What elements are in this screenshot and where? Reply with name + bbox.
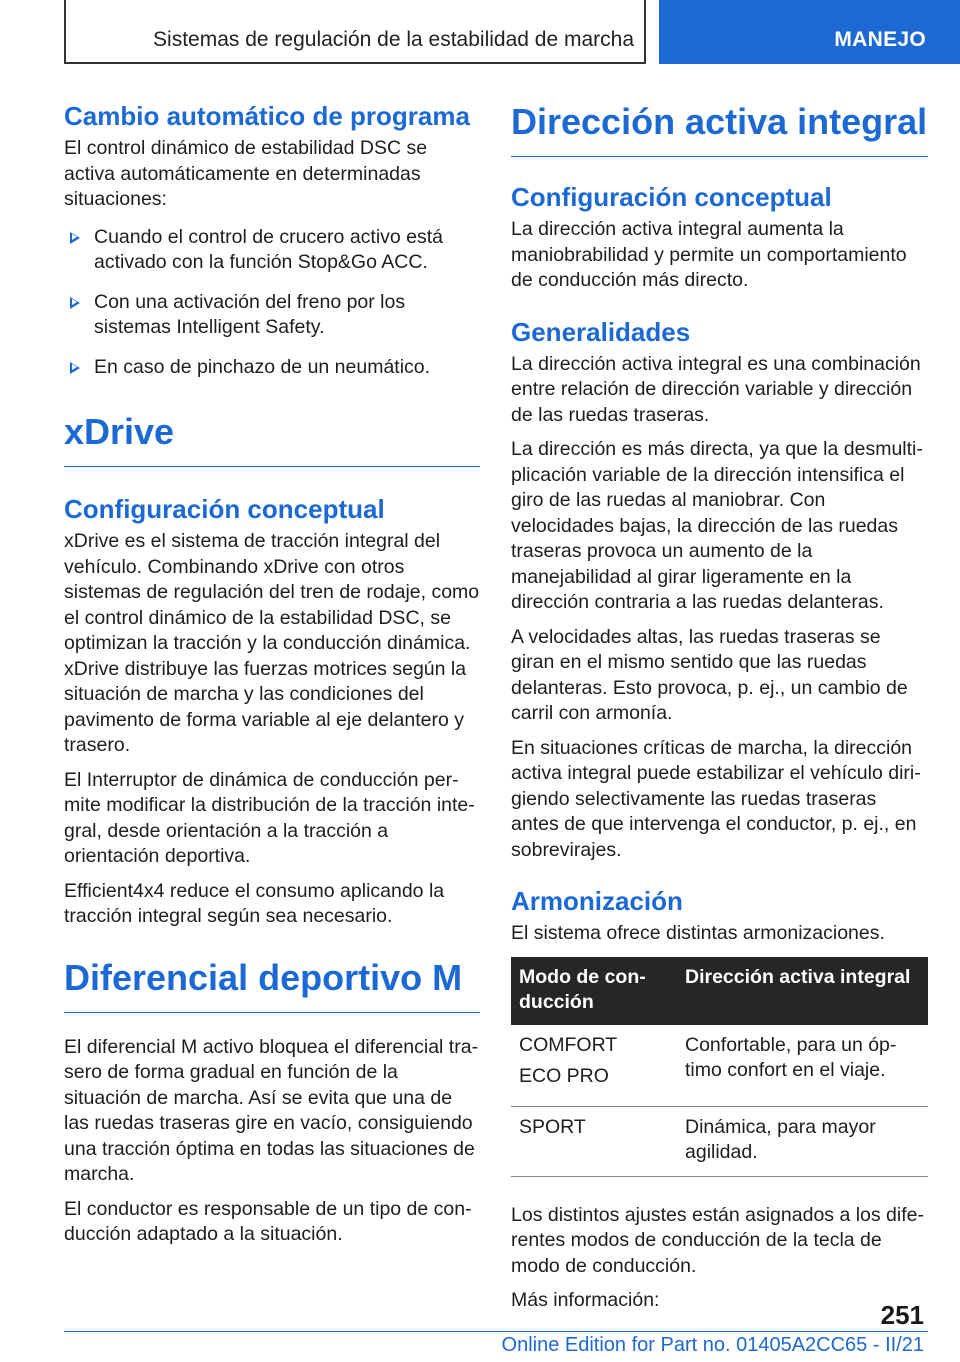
diferencial-paragraph: El diferencial M activo bloquea el diferencial trasero de forma gradual en función de la situación de marcha. Así se evita que una de las ruedas traseras gire en vacío, consiguiendo una tracción óptima en todas las situaciones de marcha. [64,1035,479,1185]
list-item: Cuando el control de crucero activo está activado con la función Stop&Go ACC. [64,225,480,276]
table-row [511,1106,928,1176]
xdrive-paragraph: El Interruptor de dinámica de conducción permite modificar la distribución de la tracción integral, desde orientación a la tracción a orientación deportiva. [64,768,475,867]
table-row [511,1025,928,1107]
table-header-direccion: Dirección activa integral [677,957,928,1025]
generalidades-paragraph: La dirección activa integral es una combinación entre relación de dirección variable y dirección de las ruedas traseras. [511,352,921,426]
heading-direccion-activa: Dirección activa integral [511,100,928,157]
mas-informacion: Más información: [511,1289,660,1311]
table-header-row [511,957,928,1025]
generalidades-paragraph: La dirección es más directa, ya que la desmultiplicación variable de la dirección intensifica el giro de las ruedas al maniobrar. Con velocidades bajas, la dirección de las ruedas traseras provoca un aumento de la manejabilidad al girar ligeramente en la dirección contraria a las ruedas delanteras. [511,438,923,613]
footer-edition: Online Edition for Part no. 01405A2CC65 - II/21 [501,1334,924,1356]
footer-divider [64,1331,928,1332]
config-paragraph: La dirección activa integral aumenta la maniobrabilidad y permite un comportamiento de conducción más directo. [511,218,907,291]
armonizacion-table [511,957,928,1177]
right-column [511,100,928,1323]
table-cell-desc: Confortable, para un óptimo confort en el viaje. [677,1025,928,1107]
table-cell-mode: SPORT [511,1106,677,1176]
heading-armonizacion: Armonización [511,886,683,916]
cambio-intro: El control dinámico de estabilidad DSC se activa automáticamente en determinadas situaciones: [64,137,428,210]
header-section-tab [659,0,960,64]
list-item: En caso de pinchazo de un neumático. [64,355,480,381]
page-number: 251 [880,1300,924,1330]
triangle-bullet-icon [70,232,80,244]
section-label: MANEJO [834,28,926,51]
header-chapter-box [64,0,646,64]
xdrive-paragraph: Efficient4x4 reduce el consumo aplicando la tracción integral según sea necesario. [64,879,445,927]
left-column [64,100,480,1257]
xdrive-paragraph: xDrive es el sistema de tracción integral del vehículo. Combinando xDrive con otros sistemas de regulación del tren de rodaje, como el control dinámico de la estabilidad DSC, se optimizan la tracción y la conducción dinámica. xDrive distribuye las fuerzas motrices según la situación de marcha y las condiciones del pavimento de forma variable al eje delantero y trasero. [64,530,480,756]
list-item: Con una activación del freno por los sistemas Intelligent Safety. [64,290,480,341]
chapter-title: Sistemas de regulación de la estabilidad de marcha [153,28,634,51]
table-cell-mode: COMFORT ECO PRO [511,1025,677,1107]
heading-generalidades: Generalidades [511,316,691,347]
table-cell-desc: Dinámica, para mayor agilidad. [677,1106,928,1176]
triangle-bullet-icon [70,362,80,374]
heading-diferencial-deportivo: Diferencial deportivo M [64,956,480,1013]
triangle-bullet-icon [70,297,80,309]
armonizacion-intro: El sistema ofrece distintas armonizaciones. [511,922,885,944]
diferencial-paragraph: El conductor es responsable de un tipo de conducción adaptado a la situación. [64,1197,472,1245]
heading-xdrive: xDrive [64,410,480,467]
cambio-bullet-list [64,225,480,381]
table-header-modo: Modo de conducción [511,957,677,1025]
heading-cambio-automatico: Cambio automático de programa [64,101,470,131]
heading-configuracion-conceptual: Configuración conceptual [511,182,832,212]
heading-xdrive-configuracion: Configuración conceptual [64,494,385,524]
armonizacion-outro: Los distintos ajustes están asignados a los diferentes modos de conducción de la tecla de modo de conducción. [511,1203,925,1277]
generalidades-paragraph: A velocidades altas, las ruedas traseras se giran en el mismo sentido que las ruedas delanteras. Esto provoca, p. ej., un cambio de carril con armonía. [511,625,908,724]
generalidades-paragraph: En situaciones críticas de marcha, la dirección activa integral puede estabilizar el vehículo dirigiendo selectivamente las ruedas traseras antes de que intervenga el conductor, p. ej., en sobrevirajes. [511,736,921,861]
